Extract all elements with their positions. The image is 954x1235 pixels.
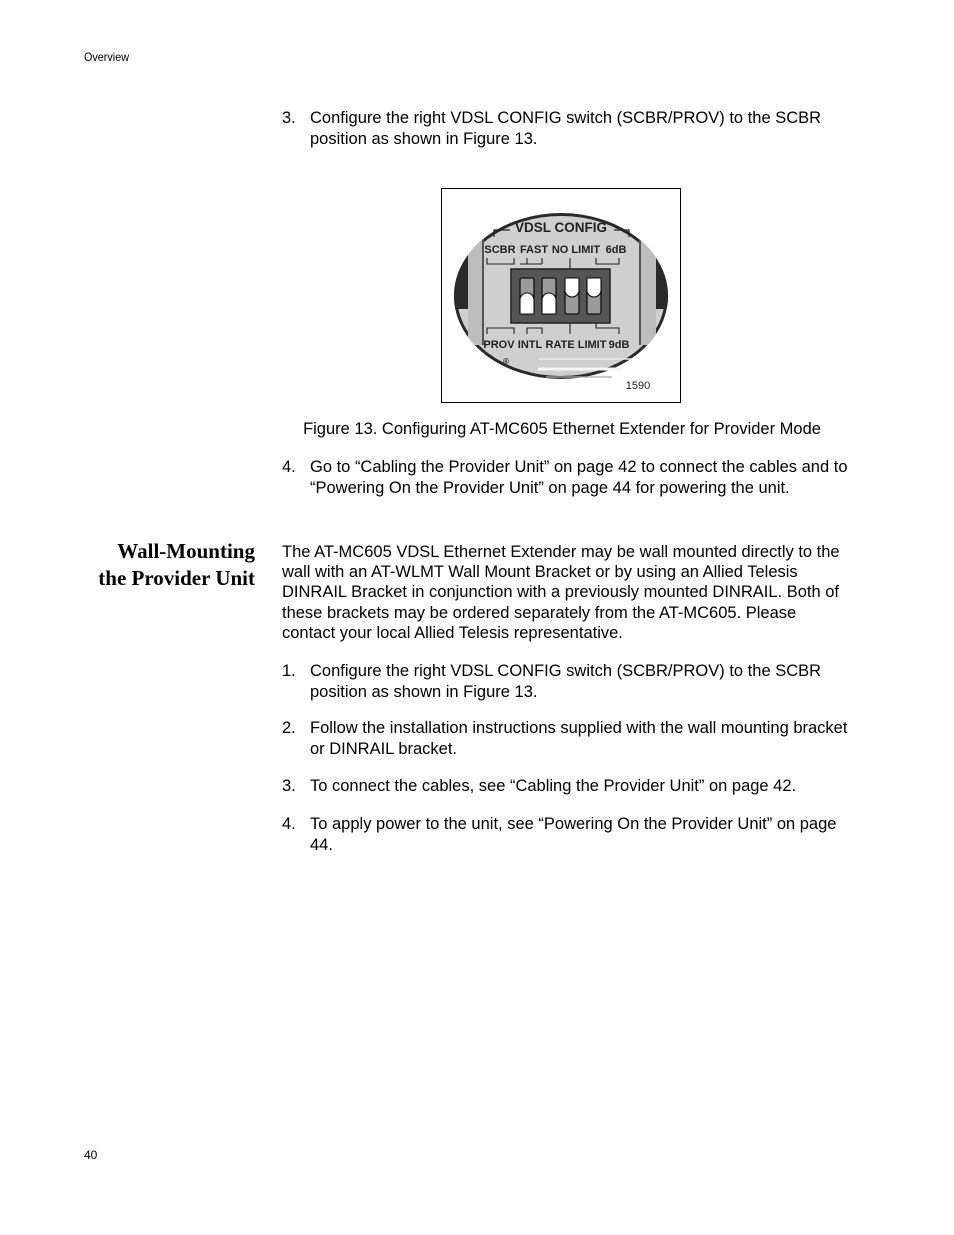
running-header: Overview xyxy=(84,50,130,64)
section-heading xyxy=(60,538,255,592)
step-number: 1. xyxy=(282,662,296,680)
step-text: To connect the cables, see “Cabling the Provider Unit” on page 42. xyxy=(310,777,797,795)
label-6db: 6dB xyxy=(605,244,627,256)
label-9db: 9dB xyxy=(608,339,630,351)
dip-switch-3 xyxy=(565,278,579,314)
step-item xyxy=(282,457,852,498)
step-item xyxy=(282,108,852,149)
label-no-limit: NO LIMIT xyxy=(551,244,601,256)
switch-title: VDSL CONFIG xyxy=(514,220,608,235)
step-number: 4. xyxy=(282,815,296,833)
step-number: 2. xyxy=(282,719,296,737)
dip-switch-4 xyxy=(587,278,601,314)
section-heading-line1: Wall-Mounting xyxy=(117,539,255,563)
label-intl: INTL xyxy=(517,339,543,351)
step-text: Go to “Cabling the Provider Unit” on page 42 to connect the cables and to “Powering On the Provider Unit” on page 44 for powering the unit. xyxy=(310,458,848,497)
step-item xyxy=(282,661,852,702)
figure-number: 1590 xyxy=(625,380,651,392)
step-number: 4. xyxy=(282,458,296,476)
label-scbr: SCBR xyxy=(484,244,516,256)
label-prov: PROV xyxy=(483,339,515,351)
figure-13 xyxy=(441,188,681,403)
step-number: 3. xyxy=(282,109,296,127)
step-text: To apply power to the unit, see “Powering On the Provider Unit” on page 44. xyxy=(310,815,837,854)
step-item xyxy=(282,776,852,797)
page-number: 40 xyxy=(84,1148,98,1162)
step-item xyxy=(282,814,852,855)
registered-mark: ® xyxy=(503,357,509,366)
section-heading-line2: the Provider Unit xyxy=(98,566,255,590)
dip-switch-2 xyxy=(542,278,556,314)
step-item xyxy=(282,718,852,759)
step-number: 3. xyxy=(282,777,296,795)
step-text: Configure the right VDSL CONFIG switch (SCBR/PROV) to the SCBR position as shown in Figure 13. xyxy=(310,662,822,701)
label-rate-limit: RATE LIMIT xyxy=(545,339,607,351)
dip-switch-1 xyxy=(520,278,534,314)
step-text: Follow the installation instructions supplied with the wall mounting bracket or DINRAIL bracket. xyxy=(310,719,848,758)
vdsl-config-illustration xyxy=(442,189,682,404)
figure-caption: Figure 13. Configuring AT-MC605 Ethernet Extender for Provider Mode xyxy=(303,420,821,438)
label-fast: FAST xyxy=(519,244,549,256)
section-paragraph: The AT-MC605 VDSL Ethernet Extender may be wall mounted directly to the wall with an AT-WLMT Wall Mount Bracket or by using an Allied Telesis DINRAIL Bracket in conjunction with a previously mounted DINRAIL. Both of these brackets may be ordered separately from the AT-MC605. Please contact your local Allied Telesis representative. xyxy=(282,543,840,642)
step-text: Configure the right VDSL CONFIG switch (SCBR/PROV) to the SCBR position as shown in Figure 13. xyxy=(310,109,822,148)
